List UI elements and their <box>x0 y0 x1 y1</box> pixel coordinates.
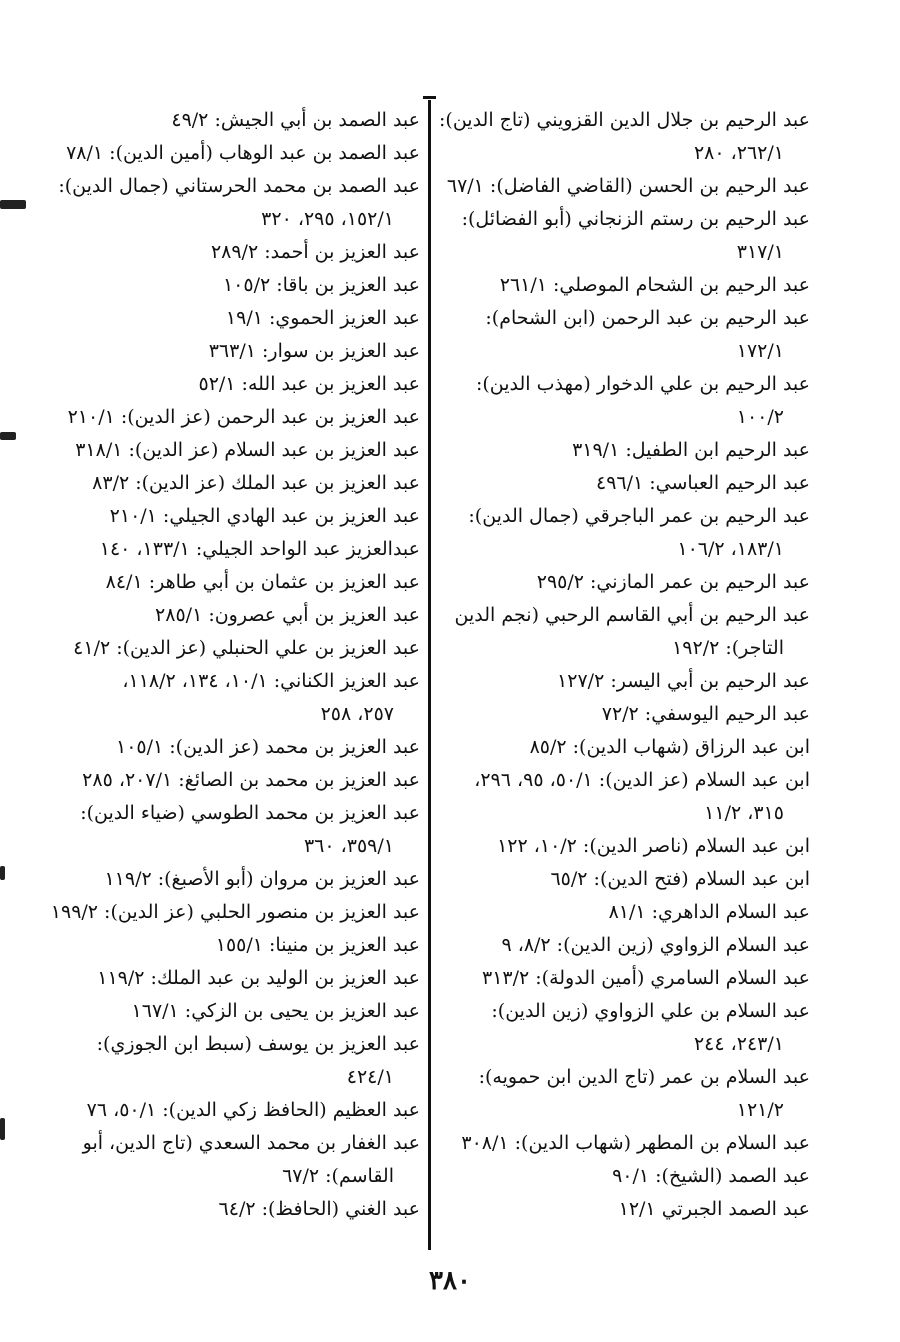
index-entry-heading: عبد العزيز بن عبد الملك (عز الدين): ٨٣/٢ <box>92 472 420 494</box>
index-entry <box>438 731 810 764</box>
index-entry <box>10 566 420 599</box>
index-entry <box>10 764 420 797</box>
index-entry-heading: عبد الرحيم بن رستم الزنجاني (أبو الفضائل): <box>461 208 810 230</box>
index-entry-heading: عبد العزيز بن الوليد بن عبد الملك: ١١٩/٢ <box>97 967 420 989</box>
index-entry-heading: عبد العزيز بن يوسف (سبط ابن الجوزي): <box>96 1033 420 1055</box>
index-entry <box>438 500 810 566</box>
index-entry <box>438 698 810 731</box>
index-entry-heading: عبد العزيز بن سوار: ٣٦٣/١ <box>208 340 420 362</box>
index-entry <box>10 929 420 962</box>
index-entry <box>438 830 810 863</box>
index-entry-continuation: القاسم): ٦٧/٢ <box>282 1165 394 1187</box>
index-entry-heading: عبد العزيز بن مروان (أبو الأصبغ): ١١٩/٢ <box>104 868 420 890</box>
index-entry-heading: عبد العزيز الحموي: ١٩/١ <box>225 307 420 329</box>
index-entry-continuation: التاجر): ١٩٢/٢ <box>672 637 784 659</box>
index-entry <box>438 203 810 269</box>
left-index-column <box>10 104 420 1226</box>
index-entry-heading: عبد السلام الزواوي (زين الدين): ٨/٢، ٩ <box>501 934 810 956</box>
index-entry-heading: عبد السلام بن المطهر (شهاب الدين): ٣٠٨/١ <box>461 1132 810 1154</box>
index-entry <box>438 665 810 698</box>
index-entry <box>438 1061 810 1127</box>
index-entry <box>438 302 810 368</box>
index-entry <box>438 467 810 500</box>
index-entry-heading: عبد الرحيم بن عبد الرحمن (ابن الشحام): <box>485 307 810 329</box>
index-entry-heading: عبد الرحيم بن الحسن (القاضي الفاضل): ٦٧/١ <box>446 175 810 197</box>
index-entry <box>10 632 420 665</box>
index-entry-heading: عبد السلام بن عمر (تاج الدين ابن حمويه): <box>478 1066 810 1088</box>
index-entry-heading: عبد الرحيم بن عمر الباجرقي (جمال الدين): <box>468 505 810 527</box>
column-divider-tick <box>423 96 436 99</box>
index-entry <box>438 962 810 995</box>
index-entry-heading: عبد السلام الداهري: ٨١/١ <box>608 901 810 923</box>
index-entry <box>438 269 810 302</box>
index-entry-heading: ابن عبد الرزاق (شهاب الدين): ٨٥/٢ <box>529 736 810 758</box>
index-entry <box>10 599 420 632</box>
index-entry-heading: ابن عبد السلام (عز الدين): ٥٠/١، ٩٥، ٢٩٦، <box>474 769 810 791</box>
right-index-column <box>438 104 810 1226</box>
index-entry <box>10 500 420 533</box>
page-number: ٣٨٠ <box>429 1266 471 1296</box>
index-entry-continuation: ٤٢٤/١ <box>346 1066 394 1088</box>
index-entry-heading: عبد العزيز بن عبد السلام (عز الدين): ٣١٨/١ <box>75 439 420 461</box>
index-entry <box>10 368 420 401</box>
scan-mark <box>0 200 26 209</box>
index-entry-heading: عبد العزيز بن عثمان بن أبي طاهر: ٨٤/١ <box>105 571 420 593</box>
index-entry-continuation: ١٥٢/١، ٢٩٥، ٣٢٠ <box>261 208 394 230</box>
index-entry <box>10 1094 420 1127</box>
index-entry <box>438 896 810 929</box>
index-entry <box>10 1193 420 1226</box>
index-entry-heading: عبد العزيز بن منينا: ١٥٥/١ <box>215 934 420 956</box>
index-entry-heading: ابن عبد السلام (فتح الدين): ٦٥/٢ <box>550 868 810 890</box>
index-entry-continuation: ١٨٣/١، ١٠٦/٢ <box>677 538 784 560</box>
index-entry <box>438 1160 810 1193</box>
index-entry-continuation: ٢٤٣/١، ٢٤٤ <box>693 1033 784 1055</box>
index-entry-continuation: ٣١٧/١ <box>736 241 784 263</box>
index-entry-heading: عبد العزيز بن منصور الحلبي (عز الدين): ١٩٩/٢ <box>50 901 420 923</box>
index-entry-heading: عبد الرحيم بن الشحام الموصلي: ٢٦١/١ <box>499 274 810 296</box>
index-entry-heading: عبد العزيز بن يحيى بن الزكي: ١٦٧/١ <box>131 1000 420 1022</box>
index-entry <box>10 665 420 731</box>
index-entry-continuation: ٣٥٩/١، ٣٦٠ <box>303 835 394 857</box>
index-entry-continuation: ٢٦٢/١، ٢٨٠ <box>693 142 784 164</box>
index-entry-heading: عبد الغني (الحافظ): ٦٤/٢ <box>218 1198 420 1220</box>
index-entry-heading: عبد الرحيم بن أبي اليسر: ١٢٧/٢ <box>557 670 810 692</box>
index-entry <box>10 269 420 302</box>
index-entry-heading: عبد الرحيم ابن الطفيل: ٣١٩/١ <box>572 439 810 461</box>
column-divider <box>428 100 431 1250</box>
index-entry <box>438 104 810 170</box>
index-entry-heading: عبد الصمد بن محمد الحرستاني (جمال الدين): <box>58 175 420 197</box>
index-entry <box>10 401 420 434</box>
index-entry <box>438 599 810 665</box>
index-entry <box>438 995 810 1061</box>
index-entry <box>10 137 420 170</box>
index-entry-heading: عبد العزيز بن عبد الله: ٥٢/١ <box>198 373 420 395</box>
index-entry-heading: عبد العزيز بن باقا: ١٠٥/٢ <box>222 274 420 296</box>
index-entry <box>10 863 420 896</box>
index-entry <box>10 302 420 335</box>
index-entry-continuation: ٢٥٧، ٢٥٨ <box>320 703 394 725</box>
scan-mark <box>0 432 16 440</box>
index-entry-heading: عبد الرحيم العباسي: ٤٩٦/١ <box>596 472 810 494</box>
index-entry-heading: عبد العزيز بن عبد الهادي الجيلي: ٢١٠/١ <box>109 505 420 527</box>
index-entry <box>10 236 420 269</box>
index-entry-continuation: ١٠٠/٢ <box>736 406 784 428</box>
index-entry <box>438 1193 810 1226</box>
index-entry-heading: عبد الرحيم بن أبي القاسم الرحبي (نجم الدين <box>454 604 810 626</box>
index-entry-heading: عبد العزيز بن علي الحنبلي (عز الدين): ٤١/٢ <box>73 637 420 659</box>
scan-mark <box>0 1118 5 1140</box>
index-entry <box>10 1127 420 1193</box>
index-entry-heading: عبد السلام بن علي الزواوي (زين الدين): <box>491 1000 810 1022</box>
index-entry <box>10 995 420 1028</box>
index-entry <box>438 368 810 434</box>
index-entry <box>438 434 810 467</box>
index-entry <box>438 1127 810 1160</box>
index-entry-heading: عبد العظيم (الحافظ زكي الدين): ٥٠/١، ٧٦ <box>86 1099 420 1121</box>
index-entry <box>10 434 420 467</box>
index-entry-continuation: ١٧٢/١ <box>736 340 784 362</box>
index-entry-heading: عبد الصمد الجبرتي ١٢/١ <box>618 1198 810 1220</box>
index-entry <box>10 797 420 863</box>
index-entry-heading: عبد العزيز بن محمد الطوسي (ضياء الدين): <box>80 802 420 824</box>
index-entry-heading: عبد العزيز بن محمد بن الصائغ: ٢٠٧/١، ٢٨٥ <box>82 769 420 791</box>
index-entry <box>10 731 420 764</box>
index-entry <box>10 335 420 368</box>
index-entry-heading: عبد الرحيم بن علي الدخوار (مهذب الدين): <box>475 373 810 395</box>
index-entry-heading: عبد الرحيم اليوسفي: ٧٢/٢ <box>601 703 810 725</box>
index-entry-heading: عبد السلام السامري (أمين الدولة): ٣١٣/٢ <box>481 967 810 989</box>
index-entry-heading: عبد العزيز بن أحمد: ٢٨٩/٢ <box>210 241 420 263</box>
index-entry <box>10 170 420 236</box>
index-entry-heading: عبد العزيز بن عبد الرحمن (عز الدين): ٢١٠/١ <box>67 406 420 428</box>
index-entry <box>10 467 420 500</box>
index-entry-continuation: ٣١٥، ١١/٢ <box>704 802 784 824</box>
index-entry-heading: عبد الصمد بن عبد الوهاب (أمين الدين): ٧٨/١ <box>66 142 420 164</box>
scan-mark <box>0 866 5 880</box>
index-entry <box>10 533 420 566</box>
index-entry <box>10 104 420 137</box>
index-entry <box>10 1028 420 1094</box>
index-entry-heading: عبد الرحيم بن جلال الدين القزويني (تاج الدين): <box>439 109 810 131</box>
index-entry <box>438 929 810 962</box>
index-entry-heading: عبد الرحيم بن عمر المازني: ٢٩٥/٢ <box>536 571 810 593</box>
index-entry-heading: عبد الصمد (الشيخ): ٩٠/١ <box>612 1165 810 1187</box>
index-entry-heading: عبد الغفار بن محمد السعدي (تاج الدين، أبو <box>82 1132 420 1154</box>
index-entry <box>438 863 810 896</box>
index-entry-heading: عبد العزيز بن محمد (عز الدين): ١٠٥/١ <box>116 736 420 758</box>
index-entry-continuation: ١٢١/٢ <box>736 1099 784 1121</box>
index-entry-heading: ابن عبد السلام (ناصر الدين): ١٠/٢، ١٢٢ <box>497 835 810 857</box>
index-entry-heading: عبدالعزيز عبد الواحد الجيلي: ١٣٣/١، ١٤٠ <box>99 538 420 560</box>
index-entry <box>10 962 420 995</box>
index-entry <box>438 170 810 203</box>
index-entry <box>438 764 810 830</box>
index-entry <box>438 566 810 599</box>
index-entry <box>10 896 420 929</box>
index-entry-heading: عبد العزيز بن أبي عصرون: ٢٨٥/١ <box>155 604 420 626</box>
index-entry-heading: عبد الصمد بن أبي الجيش: ٤٩/٢ <box>171 109 420 131</box>
index-entry-heading: عبد العزيز الكناني: ١٠/١، ١٣٤، ١١٨/٢، <box>122 670 420 692</box>
